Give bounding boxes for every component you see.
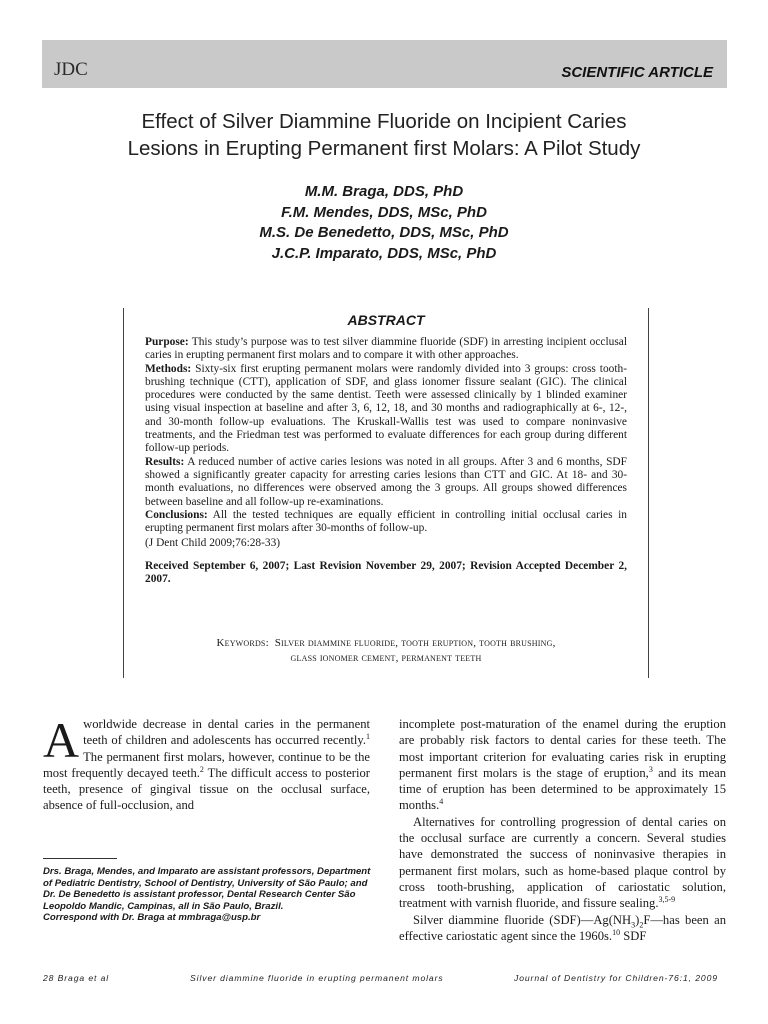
abstract-box (123, 308, 649, 678)
methods-text: Sixty-six first erupting permanent molars were randomly divided into 3 groups: cross tooth-brushing technique (CTT), application of SDF, and glass ionomer fissure sealant (GIC). The clinical procedures were conducted by the same dentist. Teeth were assessed clinically by 1 blinded examiner using visual inspection at baseline and after 3, 6, 12, 18, and 30 months and radiographically at 6-, 12-, and 30-month follow-up evaluations. The Kruskall-Wallis test was used to compare noninvasive treatments, and the Friedman test was performed to evaluate differences for each group during different follow-up periods. (145, 362, 627, 455)
keywords-line-1 (136, 636, 636, 651)
purpose-label: Purpose: (145, 336, 189, 348)
keywords-line-2: glass ionomer cement, permanent teeth (290, 652, 482, 664)
body-column-right (399, 716, 726, 944)
right-text-4: Silver diammine fluoride (SDF)—Ag(NH (413, 912, 632, 927)
affiliations: Drs. Braga, Mendes, and Imparato are assistant professors, Department of Pediatric Dentistry, School of Dentistry, University of São Paulo; and Dr. De Benedetto is assistant professor, Dental Research Center São Leopoldo Mandic, Campinas, all in São Paulo, Brazil. (43, 866, 371, 912)
author-2: F.M. Mendes, DDS, MSc, PhD (281, 203, 487, 221)
conclusions-text: All the tested techniques are equally efficient in controlling initial occlusal caries in erupting permanent first molars after 30-months of follow-up. (145, 508, 628, 535)
subscript-2: 2 (639, 920, 644, 930)
right-text-5: ) (635, 912, 640, 927)
ref-4: 4 (439, 797, 444, 807)
author-4: J.C.P. Imparato, DDS, MSc, PhD (271, 244, 497, 262)
right-paragraph-2 (399, 814, 726, 912)
ref-5: 3,5-9 (658, 895, 676, 905)
author-3: M.S. De Benedetto, DDS, MSc, PhD (259, 224, 509, 241)
keywords-label: Keywords: (216, 637, 269, 649)
conclusions-label: Conclusions: (145, 508, 208, 521)
methods-label: Methods: (145, 362, 192, 375)
drop-cap: A (43, 712, 80, 768)
purpose-text: This study’s purpose was to test silver diammine fluoride (SDF) in arresting incipient occlusal caries in erupting permanent first molars and to compare it with other approaches. (145, 336, 627, 362)
article-title (40, 108, 728, 162)
intro-text-1: worldwide decrease in dental caries in the permanent teeth of children and adolescents has occurred recently. (83, 717, 370, 748)
intro-text-2: The permanent first molars, however, continue to be the most frequently decayed teeth. (43, 749, 370, 780)
header-bar (42, 40, 727, 88)
intro-text-3: The difficult access to posterior teeth, presence of gingival tissue on the occlusal surface, absence of full-occlusion, and (43, 765, 370, 813)
results-label: Results: (145, 455, 185, 468)
abstract-results (145, 456, 627, 509)
journal-logo: JDC (54, 59, 88, 80)
ref-2: 2 (199, 764, 204, 774)
received-dates: Received September 6, 2007; Last Revision November 29, 2007; Revision Accepted December 2, 2007. (145, 559, 627, 586)
author-footnote (43, 866, 373, 924)
keywords (136, 636, 636, 666)
abstract-conclusions (145, 509, 627, 536)
abstract-purpose (145, 336, 627, 363)
right-text-2: and its mean time of eruption has been determined to be approximately 15 months. (399, 765, 726, 813)
section-label: SCIENTIFIC ARTICLE (561, 64, 713, 81)
footer-running-title: Silver diammine fluoride in erupting permanent molars (190, 973, 444, 983)
right-paragraph-3 (399, 912, 726, 945)
right-text-6: F—has been an effective cariostatic agent since the 1960s. (399, 912, 727, 943)
abstract-heading: ABSTRACT (347, 312, 425, 328)
right-paragraph-1 (399, 716, 726, 814)
footer-page-author: 28 Braga et al (43, 973, 110, 983)
ref-10: 10 (612, 927, 621, 937)
footnote-rule (43, 858, 117, 859)
body-column-left (43, 712, 370, 814)
abstract-body (145, 336, 627, 586)
ref-3: 3 (648, 764, 653, 774)
author-list (40, 182, 728, 264)
author-1: M.M. Braga, DDS, PhD (304, 183, 464, 200)
results-text: A reduced number of active caries lesions was noted in all groups. After 3 and 6 months, SDF showed a significantly greater capacity for arresting caries lesions than CTT and GIC. At 18- and 30-month evaluations, no differences were observed among the 3 groups. All groups showed differences between baseline and all follow-up re-examinations. (145, 455, 627, 508)
correspondence: Correspond with Dr. Braga at mmbraga@usp.br (43, 912, 261, 924)
title-line-1: Effect of Silver Diammine Fluoride on Incipient Caries (141, 110, 627, 133)
subscript-1: 3 (631, 920, 636, 930)
journal-citation: (J Dent Child 2009;76:28-33) (145, 537, 281, 550)
right-text-7: SDF (620, 928, 647, 943)
intro-paragraph (43, 712, 370, 814)
right-text-3: Alternatives for controlling progression of dental caries on the occlusal surface are currently a concern. Several studies have demonstrated the success of noninvasive therapies in permanent first molars, such as home-based plaque control by cross tooth-brushing, application of cariostatic solution, treatment with varnish fluoride, and fissure sealing. (399, 814, 726, 911)
title-line-2: Lesions in Erupting Permanent first Molars: A Pilot Study (127, 137, 641, 160)
footer-journal: Journal of Dentistry for Children-76:1, 2009 (514, 973, 718, 983)
ref-1: 1 (366, 732, 370, 742)
keywords-text-1: Silver diammine fluoride, tooth eruption, tooth brushing, (274, 637, 556, 649)
right-text-1: incomplete post-maturation of the enamel during the eruption are probably risk factors to dental caries for these teeth. The most important criterion for evaluating caries risk in erupting permanent first molars is the stage of eruption, (399, 717, 726, 780)
abstract-methods (145, 363, 627, 456)
